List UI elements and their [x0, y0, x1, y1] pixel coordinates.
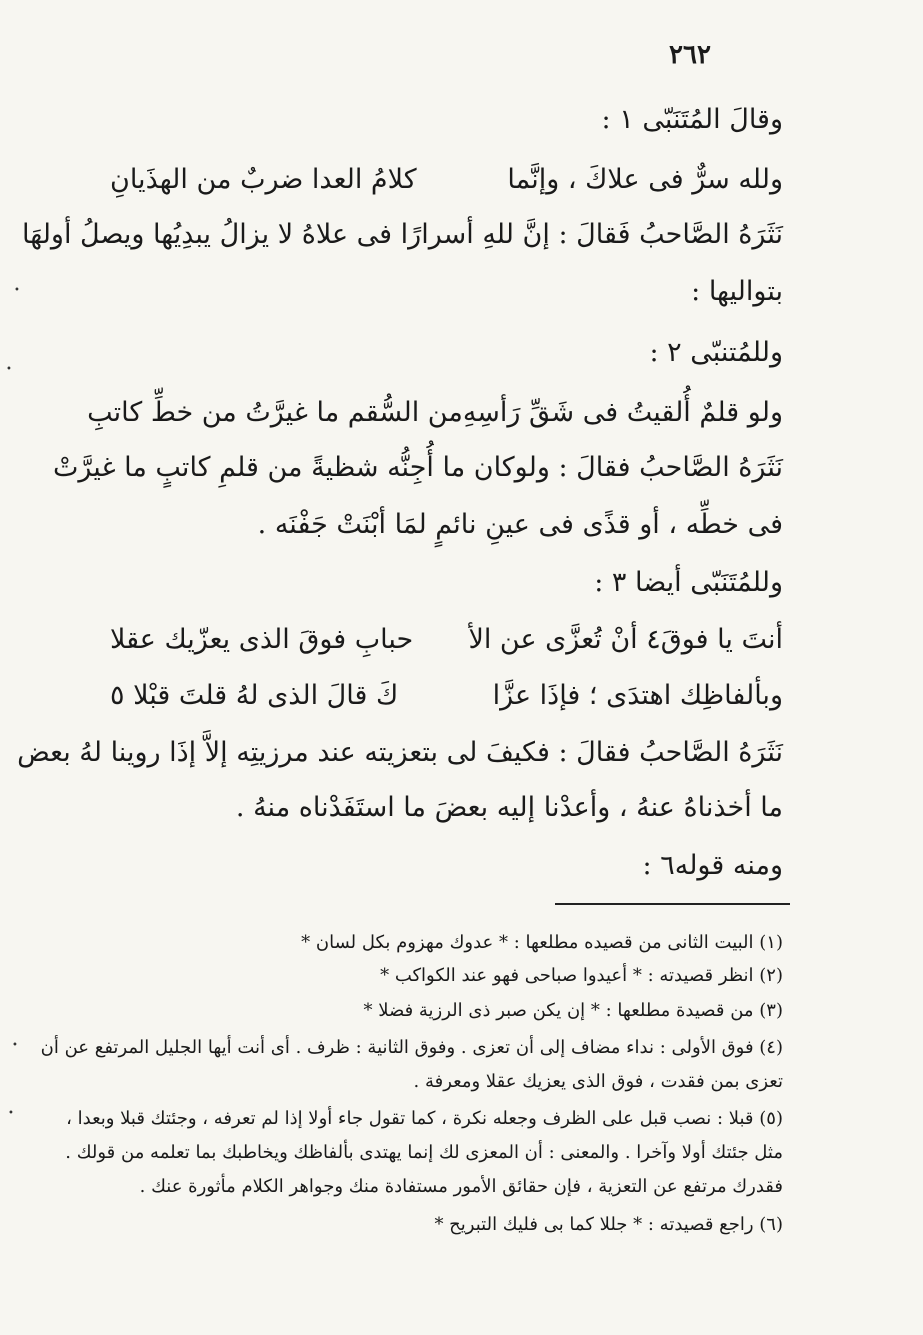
verse-2-hemistich-left: من السُّقم ما غيرَّتُ من خطِّ كاتبِ [87, 397, 463, 428]
poem-heading-2: وللمُتنبّى ٢ : [649, 337, 783, 368]
prose-line-3: نَثَرَهُ الصَّاحبُ فقالَ : ولوكان ما أُجِنُّه شظيةً من قلمِ كاتبٍ ما غيرَّتْ [52, 452, 783, 483]
poem-heading-1: وقالَ المُتَنَبّى ١ : [601, 104, 783, 135]
verse-1 [110, 160, 783, 200]
footnote-1: (١) البيت الثانى من قصيده مطلعها : * عدوك مهزوم بكل لسان * [301, 932, 783, 953]
verse-4-hemistich-right: وبألفاظِك اهتدَى ؛ فإذَا عزَّا [492, 680, 783, 711]
poem-heading-4: ومنه قوله٦ : [642, 850, 783, 881]
footnote-4-line-1: (٤) فوق الأولى : نداء مضاف إلى أن تعزى . وفوق الثانية : ظرف . أى أنت أيها الجليل المرتفع عن أن [40, 1037, 783, 1058]
footnote-2: (٢) انظر قصيدته : * أعيدوا صباحى فهو عند الكواكب * [380, 965, 783, 986]
prose-line-6: ما أخذناهُ عنهُ ، وأعدْنا إليه بعضَ ما استَفَدْناه منهُ . [235, 792, 783, 823]
verse-1-hemistich-right: ولله سرٌّ فى علاكَ ، وإنَّما [507, 164, 783, 195]
verse-4 [110, 676, 783, 716]
verse-3-hemistich-left: حبابِ فوقَ الذى يعزّيك عقلا [110, 624, 414, 655]
footnote-5-line-2: مثل جئتك أولا وآخرا . والمعنى : أن المعزى لك إنما يهتدى بألفاظك ويخاطبك بما تعلمه من قولك . [65, 1142, 783, 1163]
footnote-5-line-3: فقدرك مرتفع عن التعزية ، فإن حقائق الأمور مستفادة منك وجواهر الكلام مأثورة عنك . [139, 1176, 783, 1197]
footnote-3: (٣) من قصيدة مطلعها : * إن يكن صبر ذى الرزية فضلا * [363, 1000, 783, 1021]
prose-line-4: فى خطِّه ، أو قذًى فى عينِ نائمٍ لمَا أبْنَتْ جَفْنَه . [257, 509, 783, 540]
verse-3-hemistich-right: أنتَ يا فوقَ٤ أنْ تُعزَّى عن الأ [468, 624, 783, 655]
footnote-4-line-2: تعزى بمن فقدت ، فوق الذى يعزيك عقلا ومعرفة . [413, 1071, 783, 1092]
footnote-6: (٦) راجع قصيدته : * جللا كما بى فليك التبريح * [434, 1214, 783, 1235]
prose-line-1: نَثَرَهُ الصَّاحبُ فَقالَ : إنَّ للهِ أسرارًا فى علاهُ لا يزالُ يبدِيُها ويصلُ أولهَا [22, 219, 783, 250]
verse-4-hemistich-left: كَ قالَ الذى لهُ قلتَ قبْلا ٥ [110, 680, 399, 711]
verse-2 [87, 393, 783, 433]
poem-heading-3: وللمُتَنَبّى أيضا ٣ : [594, 567, 783, 598]
footnote-divider [555, 903, 790, 905]
verse-2-hemistich-right: ولو قلمٌ أُلقيتُ فى شَقِّ رَأسِهِ [462, 397, 783, 428]
prose-line-2: بتواليها : [691, 276, 783, 307]
margin-mark: • [14, 285, 20, 296]
verse-1-hemistich-left: كلامُ العدا ضربٌ من الهذَيانِ [110, 164, 417, 195]
margin-mark: • [12, 1040, 18, 1051]
page-number: ٢٦٢ [669, 40, 711, 70]
margin-mark: • [6, 364, 12, 375]
verse-3 [110, 620, 783, 660]
footnote-5-line-1: (٥) قبلا : نصب قبل على الظرف وجعله نكرة ، كما تقول جاء أولا إذا لم تعرفه ، وجئتك قبلا وبعدا ، [66, 1108, 783, 1129]
margin-mark: • [8, 1108, 14, 1119]
prose-line-5: نَثَرَهُ الصَّاحبُ فقالَ : فكيفَ لى بتعزيته عند مرزيتِه إلاَّ إذَا روينا لهُ بعض [17, 737, 783, 768]
